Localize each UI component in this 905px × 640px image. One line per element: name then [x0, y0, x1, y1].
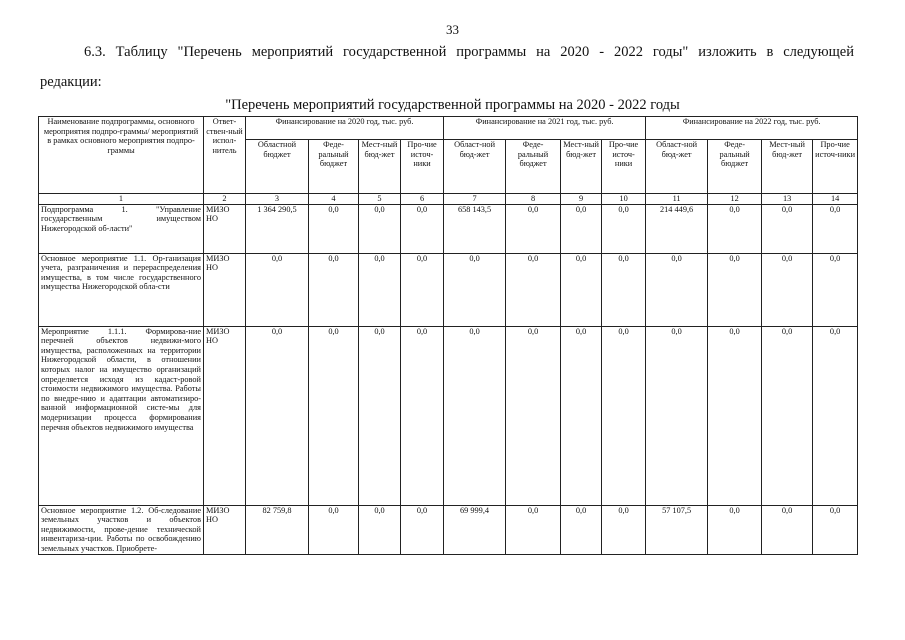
row-value: 0,0 — [602, 505, 646, 554]
row-name: Основное мероприятие 1.2. Об-следование земельных участков и объектов недвижимости, прове-дение технической инвентариза-ции. Работы по освобождению земельных участков. Приобрете- — [39, 505, 204, 554]
row-value: 57 107,5 — [646, 505, 708, 554]
table-title: "Перечень мероприятий государственной программы на 2020 - 2022 годы — [225, 97, 680, 113]
header-2021-local: Мест-ный бюд-жет — [561, 140, 602, 194]
row-value: 0,0 — [708, 204, 762, 253]
row-value: 0,0 — [359, 505, 401, 554]
header-2021-federal: Феде-ральный бюджет — [506, 140, 561, 194]
header-responsible: Ответ-ствен-ный испол-нитель — [204, 117, 246, 194]
row-value: 0,0 — [602, 253, 646, 326]
row-value: 0,0 — [506, 253, 561, 326]
header-row-groups — [39, 117, 858, 140]
column-number: 12 — [708, 194, 762, 205]
header-financing-2021: Финансирование на 2021 год, тыс. руб. — [444, 117, 646, 140]
row-value: 0,0 — [813, 204, 858, 253]
row-name: Подпрограмма 1. "Управление государственным имуществом Нижегородской об-ласти" — [39, 204, 204, 253]
table-row — [39, 326, 858, 505]
row-value: 0,0 — [309, 253, 359, 326]
table-row — [39, 253, 858, 326]
row-responsible: МИЗО НО — [204, 204, 246, 253]
row-value: 0,0 — [602, 326, 646, 505]
row-value: 0,0 — [401, 204, 444, 253]
row-value: 0,0 — [506, 326, 561, 505]
column-number: 2 — [204, 194, 246, 205]
column-number: 13 — [762, 194, 813, 205]
row-value: 0,0 — [561, 505, 602, 554]
header-2020-federal: Феде-ральный бюджет — [309, 140, 359, 194]
column-number: 11 — [646, 194, 708, 205]
row-value: 0,0 — [708, 253, 762, 326]
row-value: 0,0 — [444, 326, 506, 505]
table-row — [39, 204, 858, 253]
row-value: 1 364 290,5 — [246, 204, 309, 253]
row-value: 0,0 — [401, 253, 444, 326]
row-value: 0,0 — [506, 204, 561, 253]
row-value: 0,0 — [444, 253, 506, 326]
column-number: 4 — [309, 194, 359, 205]
header-2022-other: Про-чие источ-ники — [813, 140, 858, 194]
header-name: Наименование подпрограммы, основного мероприятия подпро-граммы/ мероприятий в рамках основного мероприятия подпро-граммы — [39, 117, 204, 194]
intro-text-line-2: редакции: — [40, 74, 102, 90]
row-value: 0,0 — [359, 204, 401, 253]
intro-text-line-1: 6.3. Таблицу "Перечень мероприятий государственной программы на 2020 - 2022 годы" изложить в следующей — [84, 44, 854, 60]
header-2021-regional: Област-ной бюд-жет — [444, 140, 506, 194]
row-value: 0,0 — [762, 204, 813, 253]
row-value: 0,0 — [813, 505, 858, 554]
row-value: 0,0 — [561, 253, 602, 326]
row-value: 0,0 — [359, 253, 401, 326]
row-value: 0,0 — [813, 253, 858, 326]
row-value: 0,0 — [309, 326, 359, 505]
header-2022-local: Мест-ный бюд-жет — [762, 140, 813, 194]
row-value: 0,0 — [246, 253, 309, 326]
row-value: 658 143,5 — [444, 204, 506, 253]
header-2021-other: Про-чие источ-ники — [602, 140, 646, 194]
column-number: 5 — [359, 194, 401, 205]
row-value: 82 759,8 — [246, 505, 309, 554]
header-financing-2022: Финансирование на 2022 год, тыс. руб. — [646, 117, 858, 140]
row-value: 0,0 — [813, 326, 858, 505]
row-value: 0,0 — [762, 253, 813, 326]
column-number: 7 — [444, 194, 506, 205]
row-value: 0,0 — [708, 505, 762, 554]
row-value: 0,0 — [646, 253, 708, 326]
row-value: 0,0 — [762, 505, 813, 554]
row-value: 0,0 — [561, 326, 602, 505]
column-number: 1 — [39, 194, 204, 205]
row-name: Мероприятие 1.1.1. Формирова-ние перечней объектов недвижи-мого имущества, расположенных на территории Нижегородской области, в отношении которых налог на имущество организаций определяется исходя из кадаст-ровой стоимости недвижимого имущества. Работы по внедре-нию и адаптации автоматизиро-ванной информационной систе-мы для модернизации процесса формирования перечня объектов недвижимого имущества — [39, 326, 204, 505]
row-value: 0,0 — [561, 204, 602, 253]
row-value: 0,0 — [309, 505, 359, 554]
program-measures-table — [38, 116, 858, 555]
row-value: 0,0 — [309, 204, 359, 253]
header-2022-regional: Област-ной бюд-жет — [646, 140, 708, 194]
row-value: 0,0 — [401, 505, 444, 554]
row-responsible: МИЗО НО — [204, 326, 246, 505]
row-name: Основное мероприятие 1.1. Ор-ганизация учета, разграничения и перераспределения имущества, в том числе государственного имущества Нижегородской обла-сти — [39, 253, 204, 326]
row-value: 0,0 — [506, 505, 561, 554]
header-2022-federal: Феде-ральный бюджет — [708, 140, 762, 194]
row-responsible: МИЗО НО — [204, 253, 246, 326]
column-number: 14 — [813, 194, 858, 205]
row-value: 0,0 — [762, 326, 813, 505]
column-number: 6 — [401, 194, 444, 205]
column-number: 8 — [506, 194, 561, 205]
column-number: 3 — [246, 194, 309, 205]
row-value: 69 999,4 — [444, 505, 506, 554]
row-value: 0,0 — [646, 326, 708, 505]
header-2020-local: Мест-ный бюд-жет — [359, 140, 401, 194]
header-financing-2020: Финансирование на 2020 год, тыс. руб. — [246, 117, 444, 140]
row-value: 0,0 — [708, 326, 762, 505]
table-row — [39, 505, 858, 554]
row-value: 0,0 — [359, 326, 401, 505]
row-value: 0,0 — [246, 326, 309, 505]
column-number: 10 — [602, 194, 646, 205]
row-responsible: МИЗО НО — [204, 505, 246, 554]
column-number-row — [39, 194, 858, 205]
header-2020-other: Про-чие источ-ники — [401, 140, 444, 194]
header-2020-regional: Областной бюджет — [246, 140, 309, 194]
row-value: 0,0 — [401, 326, 444, 505]
column-number: 9 — [561, 194, 602, 205]
page-number: 33 — [446, 22, 459, 37]
row-value: 214 449,6 — [646, 204, 708, 253]
row-value: 0,0 — [602, 204, 646, 253]
